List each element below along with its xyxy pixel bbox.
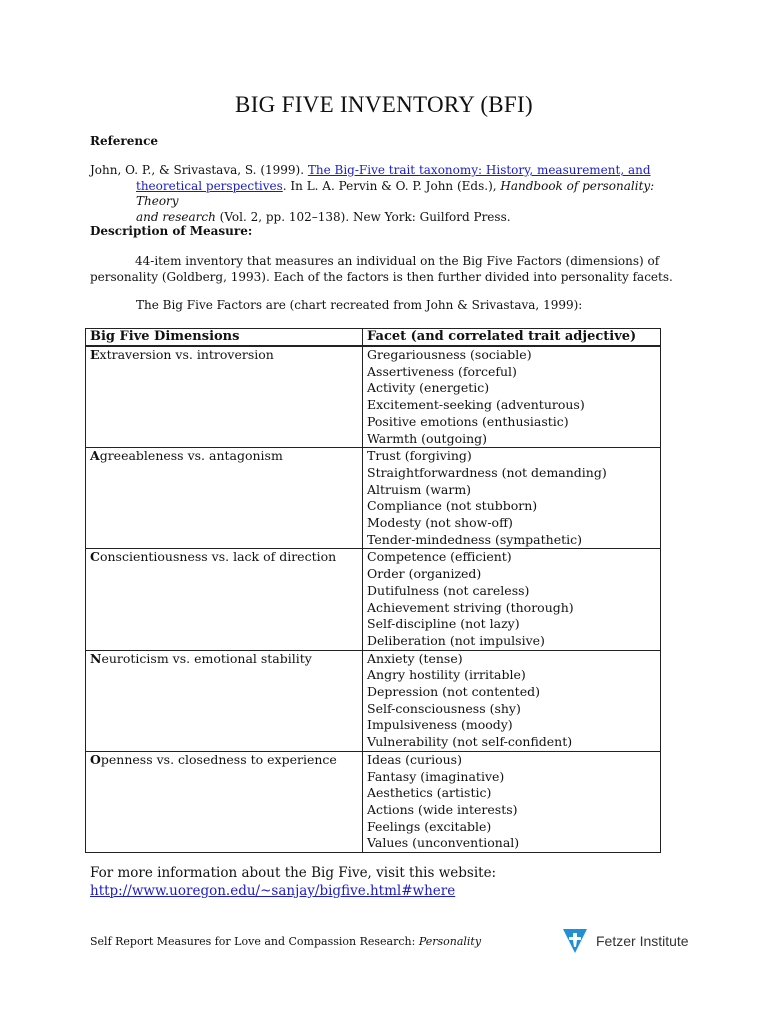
- dimension-label: xtraversion vs. introversion: [99, 347, 274, 362]
- dimension-label: euroticism vs. emotional stability: [101, 650, 312, 666]
- facet-cell: [363, 751, 661, 852]
- dimension-cell: [86, 448, 363, 549]
- dimension-label: greeableness vs. antagonism: [99, 448, 283, 464]
- dimension-initial: A: [90, 448, 100, 464]
- facet-item: Altruism (warm): [367, 481, 472, 497]
- dimension-initial: O: [90, 751, 101, 767]
- dimension-initial: N: [90, 650, 102, 666]
- footer-text: [90, 935, 481, 948]
- dimension-label: penness vs. closedness to experience: [100, 751, 337, 767]
- facet-item: Values (unconventional): [367, 835, 520, 851]
- facet-cell: [363, 448, 661, 549]
- facet-item: Self-discipline (not lazy): [367, 616, 520, 632]
- more-info-link[interactable]: http://www.uoregon.edu/~sanjay/bigfive.html#where: [90, 883, 456, 899]
- facet-item: Anxiety (tense): [367, 650, 463, 666]
- table-body: [86, 346, 661, 853]
- facet-item: Vulnerability (not self-confident): [367, 734, 573, 750]
- citation-indent: [90, 179, 690, 226]
- dimension-label: onscientiousness vs. lack of direction: [99, 549, 337, 565]
- facet-item: Dutifulness (not careless): [367, 582, 530, 598]
- facet-item: Warmth (outgoing): [367, 430, 488, 446]
- facet-item: Angry hostility (irritable): [367, 667, 526, 683]
- reference-citation: [90, 163, 690, 225]
- table-row: [86, 650, 661, 751]
- dimension-cell: [86, 751, 363, 852]
- description-heading: Description of Measure:: [90, 224, 253, 238]
- fetzer-logo: [560, 927, 689, 955]
- facet-item: Straightforwardness (not demanding): [367, 464, 607, 480]
- facet-item: Tender-mindedness (sympathetic): [367, 531, 582, 547]
- footer-italic: Personality: [418, 935, 482, 948]
- more-info-text: For more information about the Big Five, visit this website:: [90, 865, 497, 881]
- table-intro: The Big Five Factors are (chart recreated from John & Srivastava, 1999):: [136, 298, 583, 312]
- facet-item: Trust (forgiving): [367, 448, 472, 464]
- facet-item: Compliance (not stubborn): [367, 498, 538, 514]
- facet-item: Fantasy (imaginative): [367, 768, 505, 784]
- facet-item: Ideas (curious): [367, 751, 462, 767]
- facet-item: Competence (efficient): [367, 549, 512, 565]
- dimension-cell: [86, 346, 363, 448]
- col-header-dimensions: Big Five Dimensions: [86, 329, 363, 347]
- facet-cell: [363, 346, 661, 448]
- facet-item: Self-consciousness (shy): [367, 700, 521, 716]
- facet-item: Achievement striving (thorough): [367, 599, 574, 615]
- facet-item: Aesthetics (artistic): [367, 785, 492, 801]
- table-row: [86, 751, 661, 852]
- facet-item: Impulsiveness (moody): [367, 717, 513, 733]
- facet-item: Excitement-seeking (adventurous): [367, 397, 585, 413]
- more-info: [90, 864, 496, 900]
- col-header-facets: Facet (and correlated trait adjective): [363, 329, 661, 347]
- fetzer-logo-text: Fetzer Institute: [596, 933, 689, 949]
- facet-item: Depression (not contented): [367, 684, 540, 700]
- citation-link-line2[interactable]: theoretical perspectives: [136, 178, 283, 193]
- fetzer-logo-icon: [560, 927, 590, 955]
- citation-link-line1[interactable]: The Big-Five trait taxonomy: History, measurement, and: [307, 163, 651, 177]
- big-five-table: [85, 328, 661, 853]
- facet-item: Assertiveness (forceful): [367, 363, 517, 379]
- facet-item: Activity (energetic): [367, 380, 490, 396]
- description-body: 44-item inventory that measures an individual on the Big Five Factors (dimensions) of personality (Goldberg, 1993). Each of the factors is then further divided into personality facets.: [90, 254, 673, 284]
- page-title: BIG FIVE INVENTORY (BFI): [235, 92, 533, 117]
- footer-label: Self Report Measures for Love and Compassion Research:: [90, 935, 419, 948]
- description-text: [90, 253, 680, 285]
- facet-cell: [363, 549, 661, 650]
- facet-item: Gregariousness (sociable): [367, 347, 532, 362]
- table-header-row: [86, 329, 661, 347]
- citation-authors: John, O. P., & Srivastava, S. (1999).: [90, 163, 308, 177]
- facet-item: Deliberation (not impulsive): [367, 632, 545, 648]
- facet-item: Actions (wide interests): [367, 801, 518, 817]
- facet-item: Positive emotions (enthusiastic): [367, 413, 569, 429]
- dimension-cell: [86, 549, 363, 650]
- facet-item: Order (organized): [367, 566, 482, 582]
- dimension-initial: C: [90, 549, 100, 565]
- facet-cell: [363, 650, 661, 751]
- reference-heading: Reference: [90, 134, 159, 148]
- table-row: [86, 549, 661, 650]
- table-row: [86, 448, 661, 549]
- dimension-initial: E: [90, 347, 100, 362]
- citation-book-title-2: and research: [136, 209, 216, 224]
- facet-item: Modesty (not show-off): [367, 515, 513, 531]
- dimension-cell: [86, 650, 363, 751]
- citation-editors: . In L. A. Pervin & O. P. John (Eds.),: [282, 178, 501, 193]
- citation-tail: (Vol. 2, pp. 102–138). New York: Guilford Press.: [215, 209, 511, 224]
- table-row: [86, 346, 661, 448]
- citation-book-title-1: Handbook of personality: Theory: [136, 178, 655, 208]
- facet-item: Feelings (excitable): [367, 818, 492, 834]
